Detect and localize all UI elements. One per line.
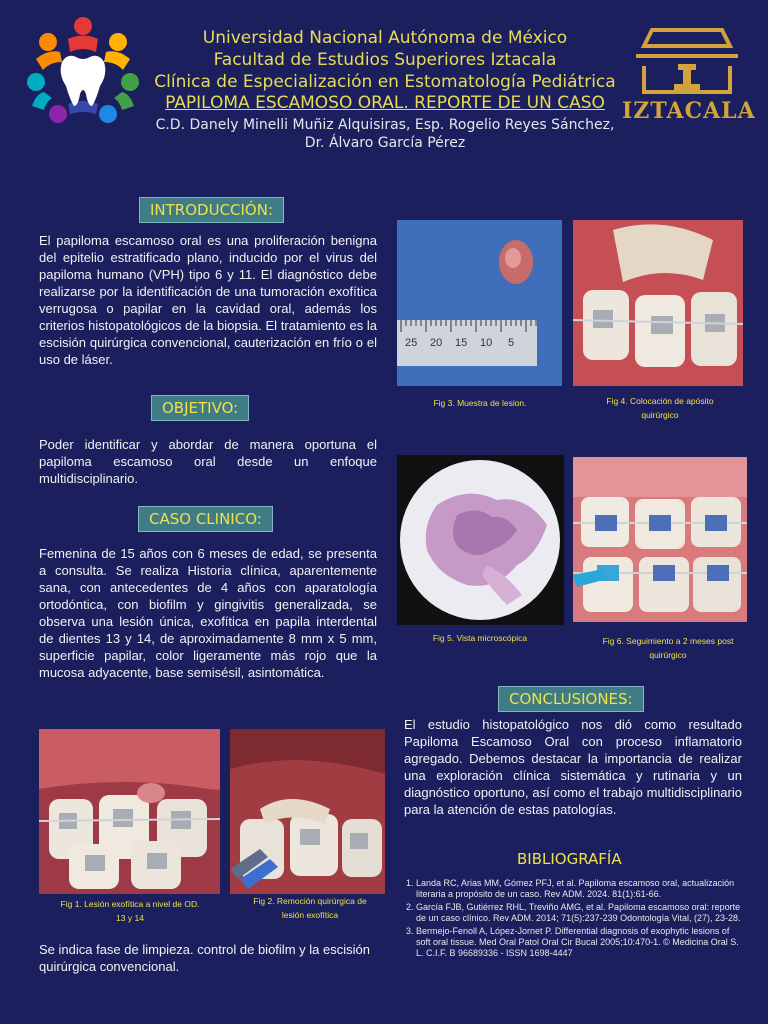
objective-text: Poder identificar y abordar de manera oportuna el papiloma escamoso oral desde un enfoque multidisciplinario. bbox=[39, 437, 377, 486]
fig3-photo bbox=[397, 220, 562, 386]
authors-line-1: C.D. Danely Minelli Muñiz Alquisiras, Esp. Rogelio Reyes Sánchez, bbox=[155, 117, 615, 133]
fig2-photo bbox=[230, 729, 385, 894]
clinic-logo bbox=[18, 14, 148, 129]
faculty-name: Facultad de Estudios Superiores Iztacala bbox=[213, 50, 557, 70]
university-name: Universidad Nacional Autónoma de México bbox=[202, 28, 568, 48]
fig5-photo bbox=[397, 455, 564, 625]
case-heading: CASO CLINICO: bbox=[138, 506, 273, 532]
iztacala-logo bbox=[622, 22, 756, 127]
ruler-label-25: 25 bbox=[405, 337, 418, 349]
bibliography-item: 1. Landa RC, Arias MM, Gómez PFJ, et al. Papiloma escamoso oral, actualización literaria a propósito de un caso. Rev ADM. 2024. 81(1):61-66. bbox=[416, 878, 744, 900]
fig1-photo bbox=[39, 729, 220, 894]
bibliography-item: 3. Bermejo-Fenoll A, López-Jornet P. Differential diagnosis of exophytic lesions of soft oral tissue. Med Oral Patol Oral Cir Bucal 2005;10:470-1. © Medicina Oral S. L. C.I.F. B 96689336 - ISSN 1698-4447 bbox=[416, 926, 744, 959]
ruler-label-20: 20 bbox=[430, 337, 443, 349]
ruler-label-5: 5 bbox=[508, 337, 515, 349]
case-text: Femenina de 15 años con 6 meses de edad, se presenta a consulta. Se realiza Historia clínica, aparentemente sana, con antecedentes de 4 años con aparatología ortodóntica, con biofilm y gingivitis generalizada, se observa una lesión única, exofítica en papila interdental de dientes 13 y 14, de aproximadamente 8 mm x 5 mm, superficie papilar, color ligeramente más rojo que la mucosa adyacente, base semisésil, asintomática. bbox=[39, 546, 377, 680]
authors-line-2: Dr. Álvaro García Pérez bbox=[304, 135, 466, 151]
bibliography-list bbox=[404, 878, 744, 961]
clinic-name: Clínica de Especialización en Estomatología Pediátrica bbox=[154, 72, 616, 92]
case-footer-text: Se indica fase de limpieza. control de biofilm y la escisión quirúrgica convencional. bbox=[39, 942, 370, 974]
fig4-caption: Fig 4. Colocación de apósito quirúrgico bbox=[606, 396, 714, 420]
ruler-label-10: 10 bbox=[480, 337, 493, 349]
intro-text: El papiloma escamoso oral es una proliferación benigna del epitelio estratificado plano, inducido por el virus del papiloma humano (VPH) tipo 6 y 11. El diagnóstico debe realizarse por la identificación de una tumoración exofítica verrugosa o papilar en la cavidad oral, además los criterios histopatológicos de la biopsia. El tratamiento es la escisión quirúrgica convencional, cauterización en frío o el uso de láser. bbox=[39, 233, 377, 367]
bibliography-heading: BIBLIOGRAFÍA bbox=[517, 850, 622, 868]
intro-heading: INTRODUCCIÓN: bbox=[139, 197, 284, 223]
objective-heading: OBJETIVO: bbox=[151, 395, 249, 421]
fig4-photo bbox=[573, 220, 743, 386]
fig5-caption: Fig 5. Vista microscópica bbox=[432, 633, 528, 643]
conclusions-heading: CONCLUSIONES: bbox=[498, 686, 644, 712]
fig2-caption: Fig 2. Remoción quirúrgica de lesión exofítica bbox=[253, 896, 367, 920]
iztacala-logo-text: IZTACALA bbox=[622, 98, 756, 124]
fig6-photo bbox=[573, 457, 747, 622]
bibliography-item: 2. García FJB, Gutiérrez RHL, Treviño AMG, et al. Papiloma escamoso oral: reporte de un caso clínico. Rev ADM. 2014; 71(5):237-239 Odontología Vital, (27), 23-28. bbox=[416, 902, 744, 924]
fig6-caption: Fig 6. Seguimiento a 2 meses post quirúrgico bbox=[602, 636, 734, 660]
ruler-label-15: 15 bbox=[455, 337, 468, 349]
fig1-caption: Fig 1. Lesión exofítica a nivel de OD. 13 y 14 bbox=[60, 899, 200, 923]
conclusions-text: El estudio histopatológico nos dió como resultado Papiloma Escamoso Oral con proceso inflamatorio agregado. Debemos destacar la importancia de realizar una exploración clínica sistemática y rutinaria y un diagnóstico oportuno, así como el trabajo multidisciplinario para la atención de estas patologías. bbox=[404, 717, 742, 817]
fig3-caption: Fig 3. Muestra de lesion. bbox=[433, 398, 527, 408]
poster-title: PAPILOMA ESCAMOSO ORAL. REPORTE DE UN CASO bbox=[165, 93, 605, 113]
